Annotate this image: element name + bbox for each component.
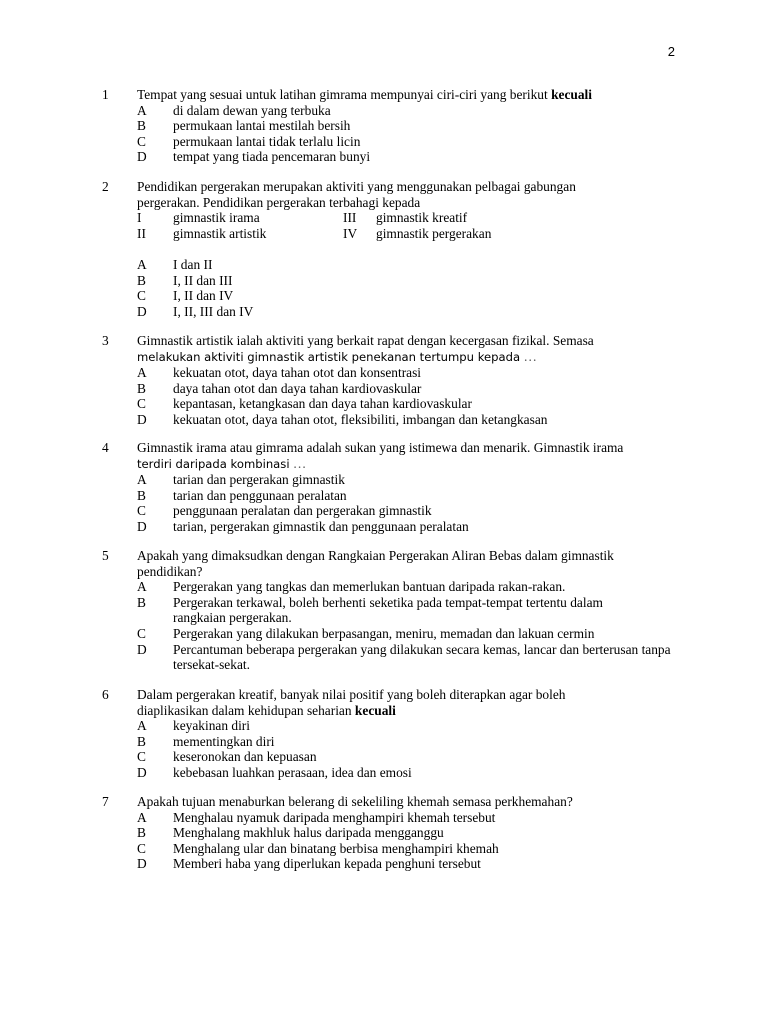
option-c: C I, II dan IV [137,288,234,304]
option-d: D tarian, pergerakan gimnastik dan penggunaan peralatan [137,518,469,534]
option-a: A Pergerakan yang tangkas dan memerlukan bantuan daripada rakan-rakan. [137,579,566,595]
question-2 [102,179,682,319]
question-stem: Dalam pergerakan kreatif, banyak nilai positif yang boleh diterapkan agar boleh [137,687,566,702]
option-c: C permukaan lantai tidak terlalu licin [137,133,361,149]
option-c: C penggunaan peralatan dan pergerakan gimnastik [137,503,432,519]
question-stem: Apakah yang dimaksudkan dengan Rangkaian Pergerakan Aliran Bebas dalam gimnastik [137,548,614,563]
option-a: A tarian dan pergerakan gimnastik [137,472,345,488]
option-d: D Percantuman beberapa pergerakan yang dilakukan secara kemas, lancar dan berterusan tanpa tersekat-sekat. [137,641,671,673]
option-b: B Menghalang makhluk halus daripada mengganggu [137,825,444,841]
question-stem-line-2: terdiri daripada kombinasi … [137,455,307,471]
option-b: B mementingkan diri [137,733,275,749]
emphasis-text: kecuali [354,702,396,718]
question-1 [102,87,682,165]
page-number: 2 [667,44,675,59]
option-c: C Pergerakan yang dilakukan berpasangan, meniru, memadan dan lakuan cermin [137,625,595,641]
question-number: 5 [102,548,109,563]
option-a: A keyakinan diri [137,718,250,734]
option-b: B permukaan lantai mestilah bersih [137,118,351,134]
question-4 [102,440,682,535]
question-3 [102,333,682,428]
option-c: C kepantasan, ketangkasan dan daya tahan kardiovaskular [137,396,472,412]
option-b: B I, II dan III [137,272,233,288]
question-5 [102,548,682,673]
option-d: D kebebasan luahkan perasaan, idea dan emosi [137,764,412,780]
emphasis-text: kecuali [551,87,592,102]
question-number: 4 [102,440,109,455]
question-7 [102,794,682,872]
question-stem: Gimnastik artistik ialah aktiviti yang berkait rapat dengan kecergasan fizikal. Semasa [137,333,594,348]
option-d: D I, II, III dan IV [137,303,254,319]
question-number: 3 [102,333,109,348]
question-number: 6 [102,687,109,702]
question-stem: Pendidikan pergerakan merupakan aktiviti yang menggunakan pelbagai gabungan [137,179,576,194]
question-stem: Apakah tujuan menaburkan belerang di sekeliling khemah semasa perkhemahan? [137,794,573,809]
question-6 [102,687,682,781]
question-stem-line-2: melakukan aktiviti gimnastik artistik penekanan tertumpu kepada … [137,348,537,364]
roman-choice-row: I gimnastik irama III gimnastik kreatif [137,210,468,226]
option-a: A kekuatan otot, daya tahan otot dan konsentrasi [137,365,422,381]
question-stem-line-2: pendidikan? [137,563,203,579]
option-d: D kekuatan otot, daya tahan otot, fleksibiliti, imbangan dan ketangkasan [137,411,548,427]
roman-choice-row: II gimnastik artistik IV gimnastik pergerakan [137,225,492,241]
option-d: D Memberi haba yang diperlukan kepada penghuni tersebut [137,856,481,872]
option-a: A I dan II [137,256,213,272]
question-stem-line-2: diaplikasikan dalam kehidupan seharian kecuali [137,702,396,718]
option-b: B daya tahan otot dan daya tahan kardiovaskular [137,380,422,396]
option-b: B Pergerakan terkawal, boleh berhenti seketika pada tempat-tempat tertentu dalam rangkaian pergerakan. [137,594,603,626]
question-stem: Gimnastik irama atau gimrama adalah sukan yang istimewa dan menarik. Gimnastik irama [137,440,624,455]
question-stem: Tempat yang sesuai untuk latihan gimrama mempunyai ciri-ciri yang berikut kecuali [137,87,592,102]
question-number: 7 [102,794,109,809]
option-c: C keseronokan dan kepuasan [137,749,317,765]
question-stem-line-2: pergerakan. Pendidikan pergerakan terbahagi kepada [137,194,421,210]
option-a: A di dalam dewan yang terbuka [137,102,331,118]
option-c: C Menghalang ular dan binatang berbisa menghampiri khemah [137,840,499,856]
option-d: D tempat yang tiada pencemaran bunyi [137,149,371,165]
question-number: 1 [102,87,109,102]
question-number: 2 [102,179,109,194]
option-b: B tarian dan penggunaan peralatan [137,487,347,503]
option-a: A Menghalau nyamuk daripada menghampiri khemah tersebut [137,809,496,825]
